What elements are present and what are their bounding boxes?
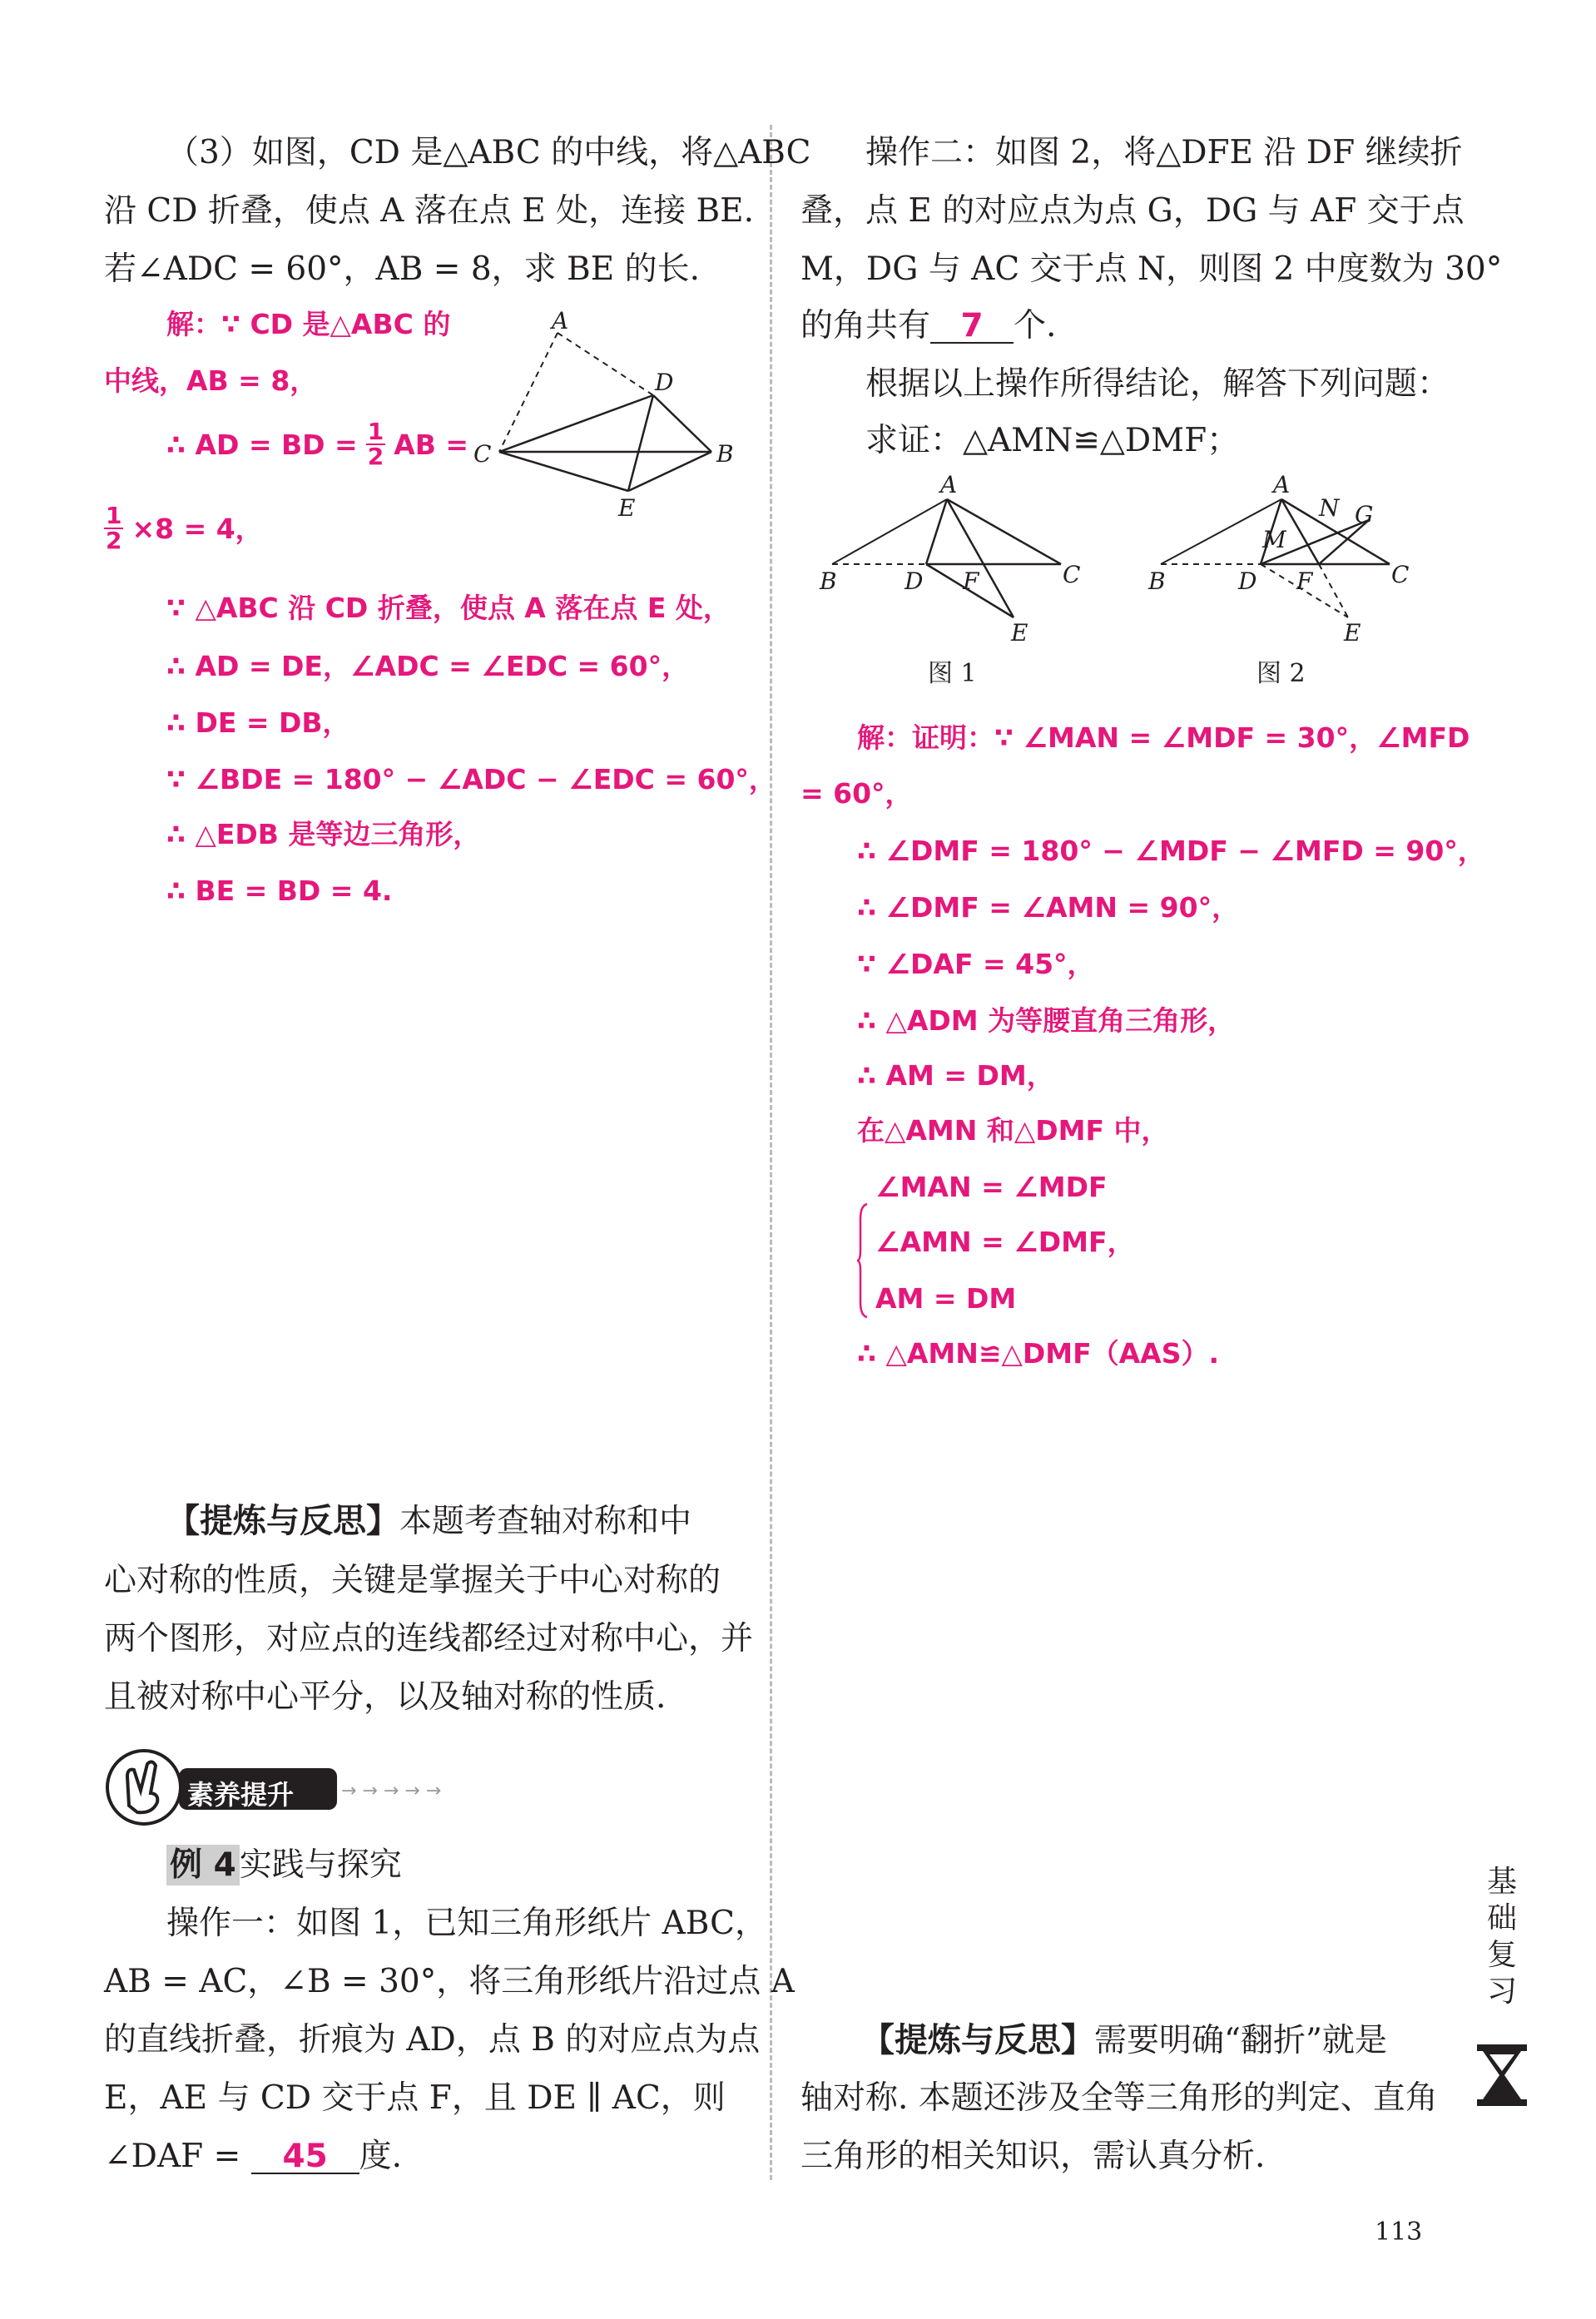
solution-line-1: 解：∵ CD 是△ABC 的 — [166, 308, 451, 340]
solution-line-4b: ×8 = 4， — [131, 512, 263, 545]
brace-line-1: ∠MAN = ∠MDF — [875, 1171, 1108, 1203]
solution-line-6: ∴ AD = DE，∠ADC = ∠EDC = 60°， — [166, 650, 690, 682]
proof-conclusion: ∴ △AMN≌△DMF（AAS）. — [857, 1337, 1220, 1370]
figure-1 — [811, 474, 1094, 641]
segment-DE — [628, 395, 653, 491]
operation2-line-1: 操作二：如图 2，将△DFE 沿 DF 继续折 — [865, 134, 1463, 171]
reflection-left-line-1 — [166, 1504, 691, 1538]
side-tab-char-1: 基 — [1486, 1865, 1517, 1899]
fig2-label-N: N — [1319, 494, 1340, 522]
side-tab-char-2: 础 — [1486, 1901, 1517, 1935]
fig1-label-F: F — [963, 567, 979, 595]
solution-line-3b: AB = — [394, 428, 469, 461]
fraction-denominator: 2 — [367, 443, 384, 470]
fraction-denominator: 2 — [106, 527, 122, 554]
solution-line-7: ∴ DE = DB， — [166, 706, 350, 739]
proof-line-7: ∴ AM = DM， — [857, 1059, 1054, 1092]
operation1-line-4: E，AE 与 CD 交于点 F，且 DE ∥ AC，则 — [104, 2079, 726, 2117]
reflection-left-line-2: 心对称的性质，关键是掌握关于中心对称的 — [104, 1562, 721, 1599]
problem-line-3: 若∠ADC = 60°，AB = 8，求 BE 的长. — [104, 250, 700, 288]
problem-line-2: 沿 CD 折叠，使点 A 落在点 E 处，连接 BE. — [104, 192, 755, 230]
brace-line-3: AM = DM — [875, 1282, 1017, 1315]
triangle-fold-figure — [462, 304, 745, 528]
operation2-unit: 个. — [1014, 307, 1057, 344]
figure-2 — [1140, 474, 1431, 641]
figure-2-caption: 图 2 — [1256, 659, 1306, 688]
fig1-label-B: B — [820, 567, 837, 595]
fig2-label-A: A — [1273, 474, 1291, 498]
brace-line-2: ∠AMN = ∠DMF， — [875, 1226, 1135, 1258]
example-label: 例 4 — [166, 1845, 240, 1885]
solution-line-10: ∴ BE = BD = 4. — [166, 875, 393, 907]
operation1-line-1: 操作一：如图 1，已知三角形纸片 ABC， — [166, 1905, 767, 1942]
solution-line-3 — [166, 420, 468, 468]
fraction-half-2 — [104, 504, 123, 552]
example-heading — [166, 1846, 402, 1884]
fig2-label-E: E — [1344, 619, 1361, 641]
segment-CE — [499, 452, 628, 491]
page-number: 113 — [1375, 2217, 1423, 2247]
operation1-answer: 45 — [251, 2140, 359, 2174]
reflection-left-line-3: 两个图形，对应点的连线都经过对称中心，并 — [104, 1620, 754, 1657]
reflection-text: 本题考查轴对称和中 — [399, 1503, 692, 1540]
side-tab-char-3: 复 — [1486, 1938, 1517, 1972]
operation2-text: 的角共有 — [800, 307, 931, 344]
operation1-line-2: AB = AC，∠B = 30°，将三角形纸片沿过点 A — [104, 1963, 795, 2000]
proof-line-2: = 60°， — [800, 777, 913, 810]
label-A: A — [552, 307, 569, 334]
proof-line-6: ∴ △ADM 为等腰直角三角形， — [857, 1004, 1236, 1037]
operation1-line-3: 的直线折叠，折痕为 AD，点 B 的对应点为点 — [104, 2021, 761, 2059]
operation1-angle: ∠DAF = — [104, 2138, 241, 2175]
reflection-right-line-1 — [861, 2021, 1387, 2059]
victory-hand-icon — [104, 1747, 183, 1826]
proof-line-4: ∴ ∠DMF = ∠AMN = 90°， — [857, 891, 1240, 924]
solution-line-5: ∵ △ABC 沿 CD 折叠，使点 A 落在点 E 处， — [166, 592, 731, 624]
fig2-label-D: D — [1238, 567, 1257, 595]
figure-1-caption: 图 1 — [928, 659, 977, 688]
fraction-half — [366, 420, 385, 468]
reflection-title: 【提炼与反思】 — [861, 2021, 1094, 2059]
operation1-unit: 度. — [359, 2138, 403, 2175]
solution-line-9: ∴ △EDB 是等边三角形， — [166, 818, 481, 850]
proof-line-1: 解：证明：∵ ∠MAN = ∠MDF = 30°，∠MFD — [857, 721, 1470, 754]
fig2-label-F: F — [1296, 567, 1313, 595]
label-C: C — [473, 440, 492, 468]
operation2-line-3: M，DG 与 AC 交于点 N，则图 2 中度数为 30° — [800, 250, 1503, 288]
fig2-label-G: G — [1355, 501, 1374, 528]
side-tab-char-4: 习 — [1486, 1975, 1517, 2009]
segment-EB — [628, 452, 711, 491]
operation2-line-2: 叠，点 E 的对应点为点 G，DG 与 AF 交于点 — [800, 192, 1465, 230]
example-title: 实践与探究 — [239, 1846, 402, 1884]
segment-AE — [947, 499, 1014, 617]
reflection-left-line-4: 且被对称中心平分，以及轴对称的性质. — [104, 1678, 667, 1716]
fig2-label-M: M — [1262, 526, 1286, 553]
reflection-right-line-2: 轴对称. 本题还涉及全等三角形的判定、直角 — [800, 2079, 1438, 2117]
solution-line-3a: ∴ AD = BD = — [166, 428, 358, 461]
label-B: B — [716, 440, 734, 468]
operation2-line-4 — [800, 307, 1057, 344]
fig1-label-A: A — [940, 474, 958, 498]
label-D: D — [655, 369, 674, 396]
label-E: E — [618, 494, 636, 522]
proof-line-3: ∴ ∠DMF = 180° − ∠MDF − ∠MFD = 90°， — [857, 835, 1485, 867]
fraction-numerator: 1 — [106, 502, 122, 529]
side-tab — [1477, 1864, 1527, 2010]
section-logo-text: 素养提升 — [187, 1779, 295, 1811]
hourglass-icon — [1473, 2043, 1531, 2109]
proof-line-8: 在△AMN 和△DMF 中， — [857, 1114, 1169, 1147]
reflection-text: 需要明确“翻折”就是 — [1094, 2022, 1387, 2059]
fig2-label-C: C — [1391, 561, 1410, 588]
segment-AD-dashed — [558, 333, 653, 395]
solution-line-2: 中线，AB = 8， — [104, 364, 318, 397]
question-line-1: 根据以上操作所得结论，解答下列问题： — [865, 365, 1450, 403]
operation2-answer: 7 — [930, 310, 1014, 344]
fig1-label-D: D — [905, 567, 924, 595]
fig1-label-C: C — [1063, 561, 1081, 588]
reflection-title: 【提炼与反思】 — [166, 1502, 399, 1540]
question-line-2: 求证：△AMN≌△DMF； — [865, 422, 1240, 459]
curly-brace-icon — [857, 1202, 869, 1319]
solution-line-4 — [104, 504, 263, 552]
problem-line-1: （3）如图，CD 是△ABC 的中线，将△ABC — [166, 134, 811, 171]
fig2-label-B: B — [1148, 567, 1166, 595]
solution-line-8: ∵ ∠BDE = 180° − ∠ADC − ∠EDC = 60°， — [166, 763, 776, 795]
operation1-line-5 — [104, 2140, 402, 2174]
column-divider — [770, 125, 772, 2180]
fig1-label-E: E — [1011, 619, 1028, 641]
fraction-numerator: 1 — [367, 418, 384, 445]
segment-DB — [653, 395, 711, 452]
proof-line-5: ∵ ∠DAF = 45°， — [857, 948, 1095, 980]
arrow-decoration-icon: → → → → → — [341, 1781, 442, 1801]
reflection-right-line-3: 三角形的相关知识，需认真分析. — [800, 2138, 1266, 2175]
